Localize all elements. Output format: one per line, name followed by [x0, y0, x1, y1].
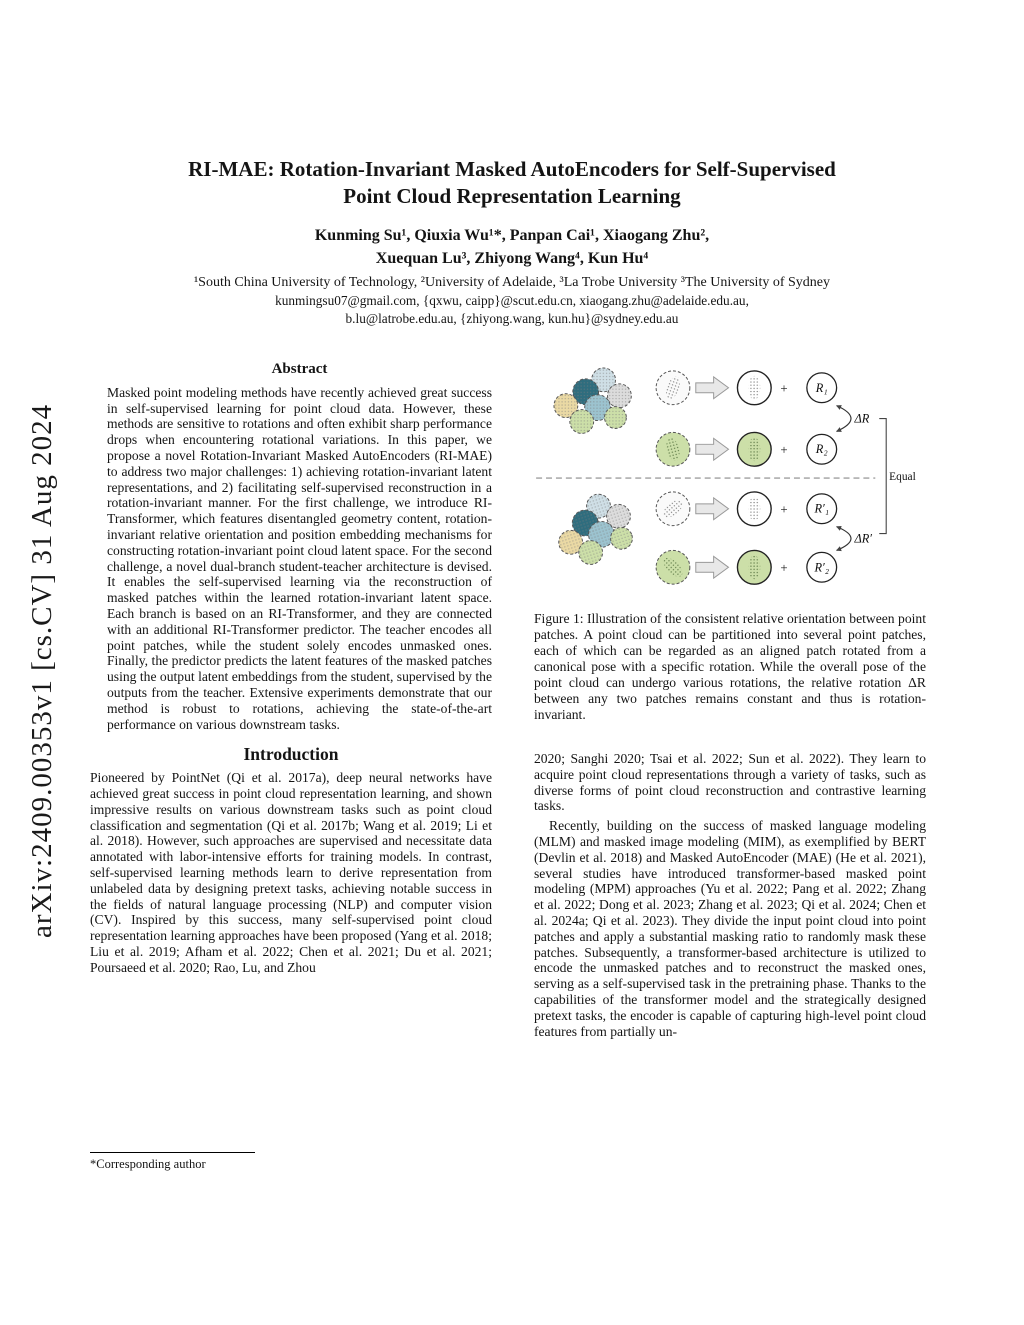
author-list: [112, 224, 912, 270]
rotation-label-r1: R₁: [815, 380, 828, 395]
transform-arrow-icon: [696, 556, 729, 578]
patch-row-1: [656, 371, 836, 405]
rotation-label-r2-prime: R′₂: [814, 560, 830, 575]
paper-header: [112, 156, 912, 328]
point-cloud-original-pose: [554, 368, 631, 433]
paper-title-line2: Point Cloud Representation Learning: [343, 184, 681, 209]
rotation-label-r1-prime: R′₁: [814, 501, 830, 516]
figure1-caption: Figure 1: Illustration of the consistent relative orientation between point patches. A point cloud can be partitioned into several point patches, each of which can be regarded as an aligned patch rotated from a canonical pose with a specific rotation. While the overall pose of the point cloud can undergo various rotations, the relative rotation ΔR between any two patches remains constant and thus is rotation-invariant.: [534, 611, 926, 722]
arxiv-watermark: arXiv:2409.00353v1 [cs.CV] 31 Aug 2024: [26, 403, 58, 938]
equal-bracket: [879, 419, 886, 534]
introduction-paragraph: Pioneered by PointNet (Qi et al. 2017a), deep neural networks have achieved great success in point cloud representation learning, and shown impressive results on various downstream tasks such as point cloud classification and segmentation (Qi et al. 2017b; Wang et al. 2019; Li et al. 2018). However, such approaches are supervised and necessitate data annotated with labor-intensive efforts for training models. In contrast, self-supervised learning methods learn to derive representation from unlabeled data by designing pretext tasks, achieving notable success in the fields of natural language processing (NLP) and computer vision (CV). Inspired by this success, many self-supervised point cloud representation learning approaches have been proposed (Yang et al. 2018; Liu et al. 2019; Afham et al. 2022; Chen et al. 2021; Du et al. 2021; Poursaeed et al. 2020; Rao, Lu, and Zhou: [90, 770, 492, 975]
abstract-heading: Abstract: [271, 361, 328, 377]
paper-title-line1: RI-MAE: Rotation-Invariant Masked AutoEncoders for Self-Supervised: [188, 157, 836, 181]
equal-label: Equal: [889, 471, 916, 484]
figure1: [534, 362, 926, 602]
transform-arrow-icon: [696, 377, 729, 399]
patch-row-2: [656, 432, 836, 466]
plus-sign: +: [780, 381, 788, 396]
plus-sign: +: [780, 502, 788, 517]
transform-arrow-icon: [696, 498, 729, 520]
figure1-illustration: [534, 362, 926, 602]
paper-title: [112, 156, 912, 211]
affiliations: ¹South China University of Technology, ²University of Adelaide, ³La Trobe University ³The University of Sydney: [193, 274, 830, 290]
continuation-paragraph: 2020; Sanghi 2020; Tsai et al. 2022; Sun et al. 2022). They learn to acquire point cloud representations through a variety of tasks, such as diverse forms of point cloud reconstruction and contrastive learning tasks.: [534, 751, 926, 814]
authors-line1: Kunming Su¹, Qiuxia Wu¹*, Panpan Cai¹, Xiaogang Zhu²,: [314, 226, 710, 244]
introduction-heading: Introduction: [243, 744, 339, 765]
abstract-text: Masked point modeling methods have recently achieved great success in self-supervised learning for point cloud data. However, these methods are sensitive to rotations and often exhibit sharp performance drops when encountering rotational variations. In this paper, we propose a novel Rotation-Invariant Masked AutoEncoders (RI-MAE) to address two major challenges: 1) achieving rotation-invariant latent representations, and 2) facilitating self-supervised reconstruction in a rotation-invariant manner. For the first challenge, we introduce RI-Transformer, which features disentangled geometry content, rotation-invariant relative orientation and position embedding mechanisms for constructing rotation-invariant point cloud latent space. For the second challenge, a novel dual-branch student-teacher architecture is devised. It enables the self-supervised learning via the reconstruction of masked patches within the learned rotation-invariant latent space. Each branch is based on an RI-Transformer, and they are connected with an additional RI-Transformer predictor. The teacher encodes all point patches, while the student solely encodes unmasked ones. Finally, the predictor predicts the latent features of the masked patches using the output latent embeddings from the student, supervised by the outputs from the teacher. Extensive experiments demonstrate that our method is robust to rotations, achieving the state-of-the-art performance on various downstream tasks.: [107, 384, 492, 732]
corresponding-author-footnote: *Corresponding author: [90, 1157, 206, 1171]
patch-row-3: [656, 492, 836, 526]
patch-row-4: [656, 550, 836, 584]
footnote-rule: [90, 1152, 255, 1153]
recently-paragraph: Recently, building on the success of masked language modeling (MLM) and masked image modeling (MIM), as exemplified by BERT (Devlin et al. 2018) and Masked AutoEncoder (MAE) (He et al. 2021), several studies have introduced transformer-based masked point modeling (MPM) approaches (Yu et al. 2022; Pang et al. 2022; Zhang et al. 2022; Dong et al. 2023; Zhang et al. 2023; Qi et al. 2024; Chen et al. 2024a; Qi et al. 2023). They divide the input point cloud into point patches and apply a substantial masking ratio to randomly mask these patches. Subsequently, a transformer-based architecture is utilized to encode the unmasked patches and to reconstruct the masked ones, serving as a self-supervised task in the pretraining phase. Thanks to the capabilities of the transformer model and the strategically designed pretext tasks, the encoder is capable of capturing high-level point cloud features from partially un-: [534, 818, 926, 1039]
abstract-section: [107, 362, 492, 732]
delta-r-label: ΔR: [854, 411, 870, 426]
delta-r-prime-arrow: [837, 527, 851, 551]
rotation-label-r2: R₂: [815, 442, 828, 457]
authors-line2: Xuequan Lu³, Zhiyong Wang⁴, Kun Hu⁴: [375, 249, 649, 267]
plus-sign: +: [780, 561, 788, 576]
author-emails: [112, 292, 912, 328]
delta-r-prime-label: ΔR′: [854, 531, 872, 546]
delta-r-arrow: [837, 406, 851, 432]
transform-arrow-icon: [696, 438, 729, 460]
emails-line1: kunmingsu07@gmail.com, {qxwu, caipp}@scut.edu.cn, xiaogang.zhu@adelaide.edu.au,: [275, 292, 749, 308]
right-column: [534, 362, 926, 1039]
plus-sign: +: [780, 443, 788, 458]
emails-line2: b.lu@latrobe.edu.au, {zhiyong.wang, kun.hu}@sydney.edu.au: [345, 310, 679, 326]
footnote-block: [90, 1152, 492, 1172]
left-column: [90, 362, 492, 975]
point-cloud-rotated-pose: [548, 486, 642, 572]
